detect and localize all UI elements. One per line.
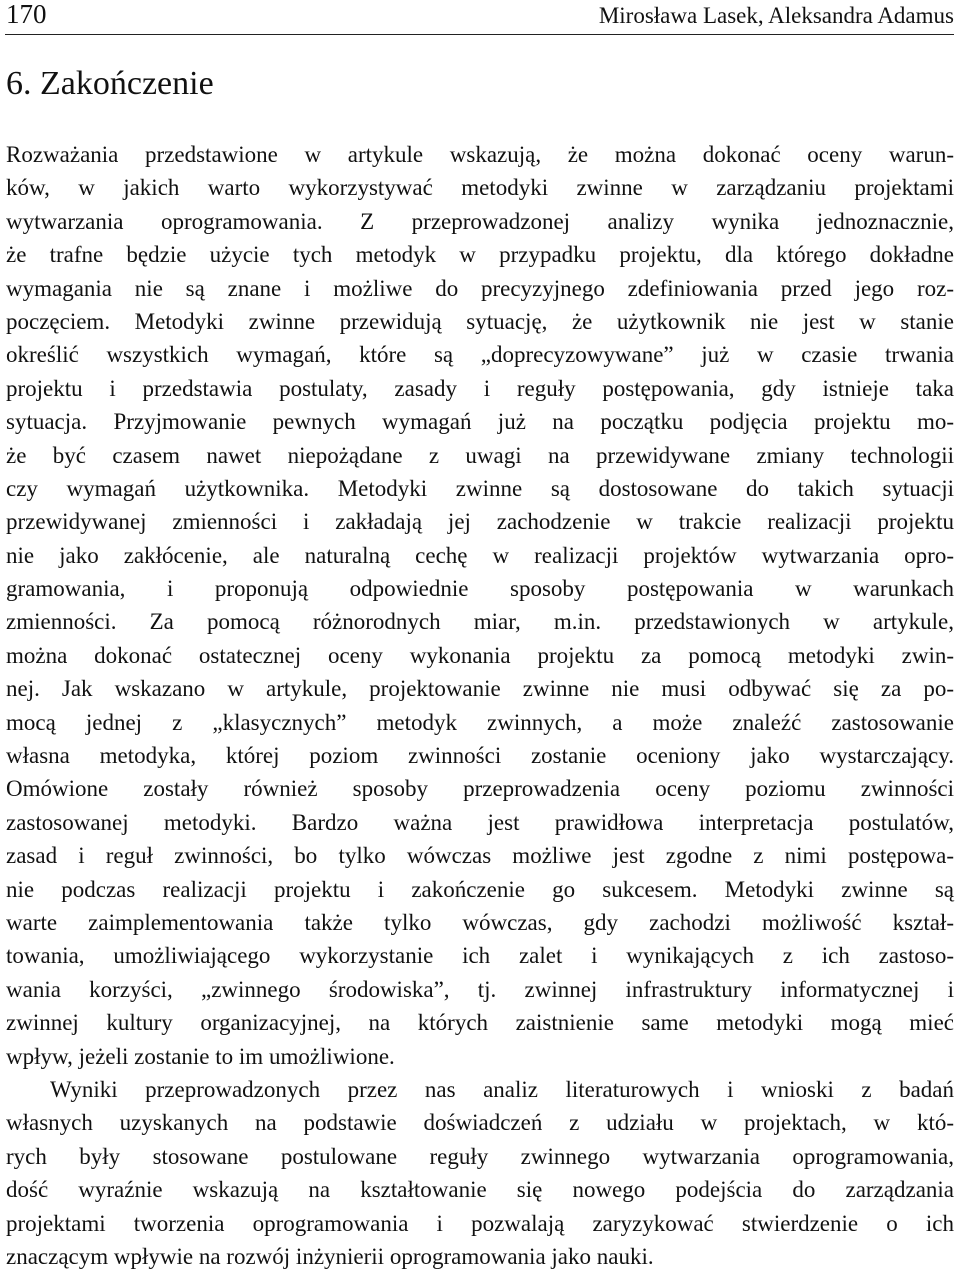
text-line: że trafne będzie użycie tych metodyk w przypadku projektu, dla którego dokładne xyxy=(6,242,954,268)
text-line: zwinnej kultury organizacyjnej, na których zaistnienie same metodyki mogą mieć xyxy=(6,1010,954,1036)
text-line: określić wszystkich wymagań, które są „doprecyzowywane” już w czasie trwania xyxy=(6,342,954,368)
text-line: przewidywanej zmienności i zakładają jej zachodzenie w trakcie realizacji projektu xyxy=(6,509,954,535)
text-line: ków, w jakich warto wykorzystywać metodyki zwinne w zarządzaniu projektami xyxy=(6,175,954,201)
body-text xyxy=(6,138,954,1273)
text-line: rych były stosowane postulowane reguły zwinnego wytwarzania oprogramowania, xyxy=(6,1143,954,1169)
text-line: nie jako zakłócenie, ale naturalną cechę w realizacji projektów wytwarzania opro- xyxy=(6,542,954,568)
text-line: projektu i przedstawia postulaty, zasady i reguły postępowania, gdy istnieje taka xyxy=(6,375,954,401)
text-line: wymagania nie są znane i możliwe do precyzyjnego zdefiniowania przed jego roz- xyxy=(6,275,954,301)
running-header xyxy=(5,0,954,35)
text-line: wytwarzania oprogramowania. Z przeprowadzonej analizy wynika jednoznacznie, xyxy=(6,208,954,234)
page-number: 170 xyxy=(6,0,47,29)
text-line: sytuacja. Przyjmowanie pewnych wymagań już na początku podjęcia projektu mo- xyxy=(6,409,954,435)
text-line: warte zaimplementowania także tylko wówczas, gdy zachodzi możliwość kształ- xyxy=(6,909,954,935)
text-line: czy wymagań użytkownika. Metodyki zwinne są dostosowane do takich sytuacji xyxy=(6,475,954,501)
text-line: gramowania, i proponują odpowiednie sposoby postępowania w warunkach xyxy=(6,576,954,602)
text-line: towania, umożliwiającego wykorzystanie ich zalet i wynikających z ich zastoso- xyxy=(6,943,954,969)
text-line: nej. Jak wskazano w artykule, projektowanie zwinne nie musi odbywać się za po- xyxy=(6,676,954,702)
paragraph-1 xyxy=(6,138,954,1073)
text-line: można dokonać ostatecznej oceny wykonania projektu za pomocą metodyki zwin- xyxy=(6,642,954,668)
text-line: Omówione zostały również sposoby przeprowadzenia oceny poziomu zwinności xyxy=(6,776,954,802)
text-line: że być czasem nawet niepożądane z uwagi na przewidywane zmiany technologii xyxy=(6,442,954,468)
text-line: poczęciem. Metodyki zwinne przewidują sytuację, że użytkownik nie jest w stanie xyxy=(6,308,954,334)
paragraph-2 xyxy=(6,1073,954,1273)
text-line: znaczącym wpływie na rozwój inżynierii oprogramowania jako nauki. xyxy=(6,1243,654,1269)
text-line: Rozważania przedstawione w artykule wskazują, że można dokonać oceny warun- xyxy=(6,142,954,167)
section-title: 6. Zakończenie xyxy=(6,65,214,102)
text-line: własnych uzyskanych na podstawie doświadczeń z udziału w projektach, w któ- xyxy=(6,1110,954,1136)
text-line: własna metodyka, której poziom zwinności zostanie oceniony jako wystarczający. xyxy=(6,743,954,769)
text-line: zmienności. Za pomocą różnorodnych miar, m.in. przedstawionych w artykule, xyxy=(6,609,954,635)
text-line: mocą jednej z „klasycznych” metodyk zwinnych, a może znaleźć zastosowanie xyxy=(6,709,954,735)
text-line: zastosowanej metodyki. Bardzo ważna jest prawidłowa interpretacja postulatów, xyxy=(6,809,954,835)
text-line: projektami tworzenia oprogramowania i pozwalają zaryzykować stwierdzenie o ich xyxy=(6,1210,954,1236)
text-line: dość wyraźnie wskazują na kształtowanie się nowego podejścia do zarządzania xyxy=(6,1177,954,1203)
text-line: zasad i reguł zwinności, bo tylko wówczas możliwe jest zgodne z nimi postępowa- xyxy=(6,843,954,869)
text-line: wania korzyści, „zwinnego środowiska”, tj. zwinnej infrastruktury informatycznej i xyxy=(6,976,954,1002)
text-line: Wyniki przeprowadzonych przez nas analiz literaturowych i wnioski z badań xyxy=(50,1076,954,1102)
text-line: wpływ, jeżeli zostanie to im umożliwione. xyxy=(6,1043,395,1069)
text-line: nie podczas realizacji projektu i zakończenie go sukcesem. Metodyki zwinne są xyxy=(6,876,954,902)
running-head-authors: Mirosława Lasek, Aleksandra Adamus xyxy=(598,3,954,28)
